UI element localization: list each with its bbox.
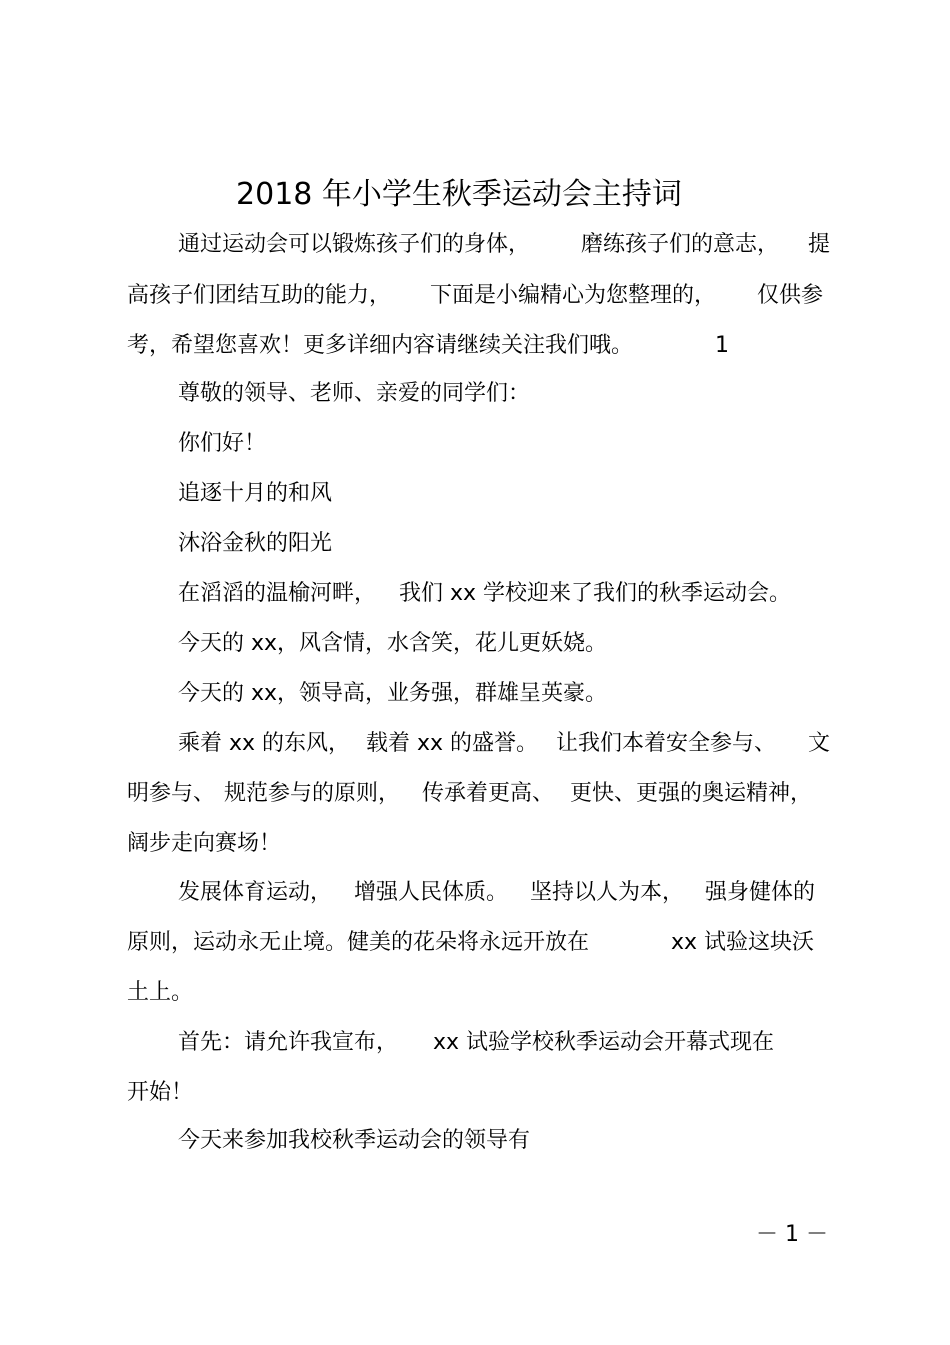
para-sports-line-1-part-c: 坚持以人为本， — [530, 880, 685, 905]
para-sports-line-3: 土上。 — [127, 980, 194, 1005]
para-wind-line-2-part-a: 明参与、 — [127, 781, 216, 806]
intro-line-1 — [178, 228, 530, 262]
para-sports-line-2-part-b: xx 试验这块沃 — [671, 930, 815, 955]
para-sports-line-1-part-a: 发展体育运动， — [178, 880, 333, 905]
para-wind-line-1-part-a: 乘着 xx 的东风， — [178, 731, 351, 756]
para-open-line-2: 开始！ — [127, 1080, 194, 1105]
para-leaders: 今天来参加我校秋季运动会的领导有 — [178, 1128, 531, 1153]
para-wind-line-1-part-d: 文 — [808, 731, 831, 756]
greeting: 尊敬的领导、老师、亲爱的同学们： — [178, 381, 531, 406]
para-sports-line-1-part-d: 强身健体的 — [705, 880, 816, 905]
para-sports-line-1-part-b: 增强人民体质。 — [354, 880, 509, 905]
verse-1: 追逐十月的和风 — [178, 481, 333, 506]
intro-line-3-part-a: 考，希望您喜欢！更多详细内容请继续关注我们哦。 — [127, 333, 634, 358]
para-river-part-b: 我们 xx 学校迎来了我们的秋季运动会。 — [399, 581, 792, 606]
intro-line-2-part-b: 下面是小编精心为您整理的， — [430, 283, 717, 308]
para-river-part-a: 在滔滔的温榆河畔， — [178, 581, 377, 606]
intro-footnote-number: 1 — [715, 333, 729, 358]
para-wind-line-1-part-c: 让我们本着安全参与、 — [556, 731, 777, 756]
intro-line-2-part-a: 高孩子们团结互助的能力， — [127, 283, 392, 308]
page-number: － 1 － — [756, 1222, 828, 1247]
intro-line-2-part-c: 仅供参 — [757, 283, 824, 308]
para-wind-line-2-part-d: 更快、更强的奥运精神， — [570, 781, 813, 806]
intro-line-1-part-b: 磨练孩子们的意志， — [581, 232, 780, 257]
para-wind-line-2-part-c: 传承着更高、 — [422, 781, 555, 806]
para-wind-line-3: 阔步走向赛场！ — [127, 831, 282, 856]
para-sports-line-2-part-a: 原则，运动永无止境。健美的花朵将永远开放在 — [127, 930, 590, 955]
para-open-line-1-part-b: xx 试验学校秋季运动会开幕式现在 — [433, 1030, 775, 1055]
para-today-2: 今天的 xx，领导高，业务强，群雄呈英豪。 — [178, 681, 608, 706]
para-wind-line-1-part-b: 载着 xx 的盛誉。 — [366, 731, 539, 756]
intro-line-1-part-a: 通过运动会可以锻炼孩子们的身体， — [178, 232, 531, 257]
hello: 你们好！ — [178, 431, 267, 456]
para-open-line-1-part-a: 首先：请允许我宣布， — [178, 1030, 399, 1055]
para-wind-line-2-part-b: 规范参与的原则， — [224, 781, 401, 806]
intro-line-1-part-c: 提 — [808, 232, 831, 257]
para-today-1: 今天的 xx，风含情，水含笑，花儿更妖娆。 — [178, 631, 608, 656]
document-title: 2018 年小学生秋季运动会主持词 — [236, 177, 682, 212]
verse-2: 沐浴金秋的阳光 — [178, 531, 333, 556]
